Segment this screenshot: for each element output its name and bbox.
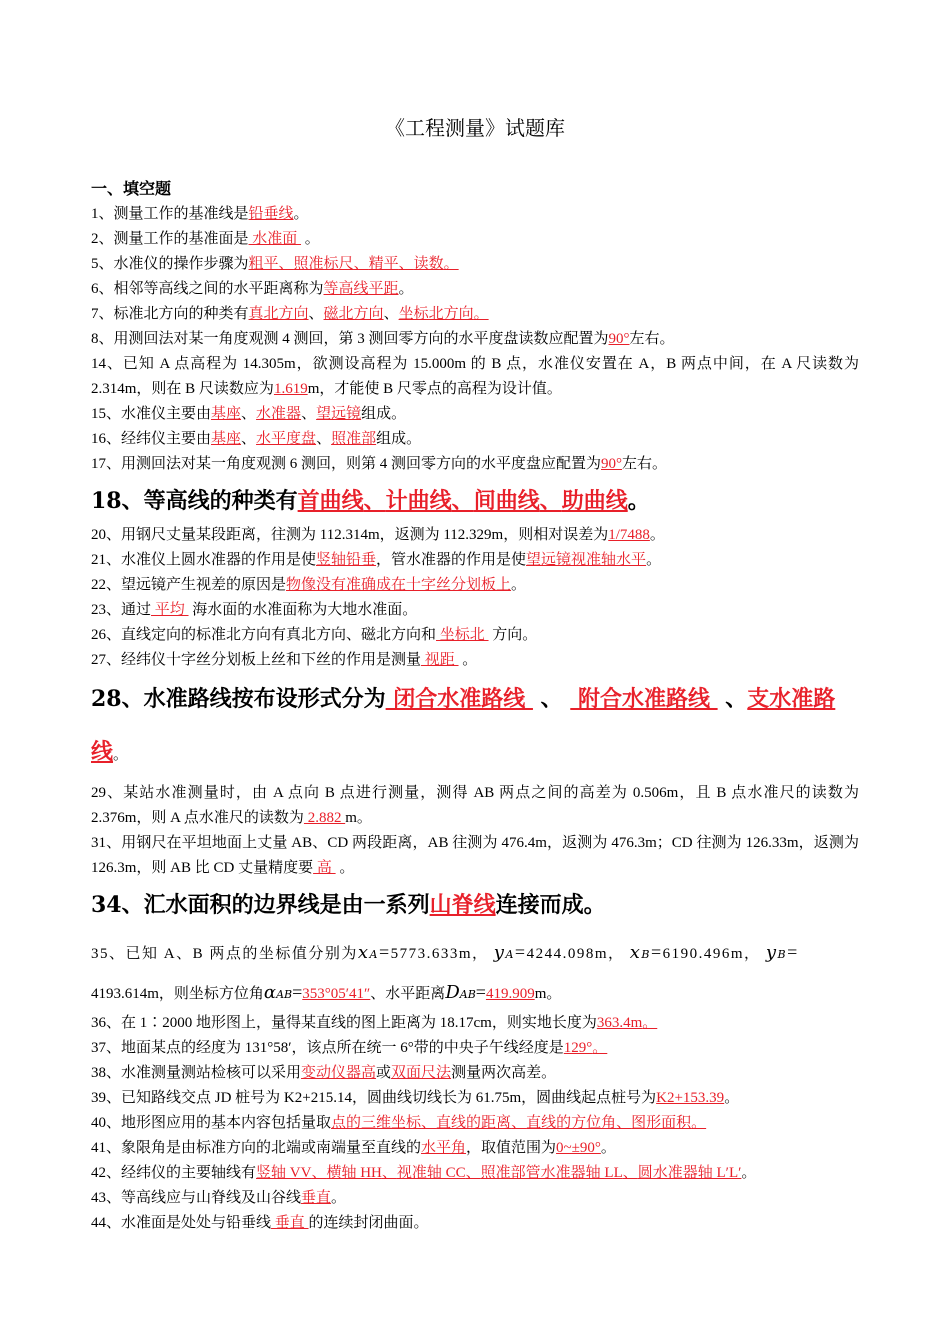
question-34: 34、汇水面积的边界线是由一系列山脊线连接而成。: [91, 892, 606, 918]
answer: 等高线平距: [323, 281, 399, 297]
answer: 129°: [563, 1040, 593, 1056]
question-23: 23、通过 平均 海水面的水准面称为大地水准面。: [91, 602, 418, 618]
question-21: 21、水准仪上圆水准器的作用是使竖轴铅垂，管水准器的作用是使望远镜视准轴水平。: [91, 552, 662, 568]
question-20: 20、用钢尺丈量某段距离，往测为 112.314m，返测为 112.329m，则相对误差为1/7488。: [91, 527, 665, 543]
question-28: 28、水准路线按布设形式分为 闭合水准路线 、 附合水准路线 、支水准路线。: [91, 686, 836, 765]
question-18: 18、等高线的种类有首曲线、计曲线、间曲线、助曲线。: [91, 488, 650, 514]
question-2: 2、测量工作的基准面是 水准面 。: [91, 231, 320, 247]
question-35-cont: 4193.614m，则坐标方位角αAB=353°05′41″、水平距离DAB=419.909m。: [91, 982, 562, 1003]
question-42: 42、经纬仪的主要轴线有竖轴 VV、横轴 HH、视准轴 CC、照准部管水准器轴 LL、圆水准器轴 L′L′。: [91, 1165, 757, 1181]
question-37: 37、地面某点的经度为 131°58′，该点所在统一 6°带的中央子午线经度是129°。: [91, 1040, 608, 1056]
answer: 90°: [608, 331, 630, 347]
question-16: 16、经纬仪主要由基座、水平度盘、照准部组成。: [91, 431, 422, 447]
question-39: 39、已知路线交点 JD 桩号为 K2+215.14，圆曲线切线长为 61.75m，圆曲线起点桩号为K2+153.39。: [91, 1090, 740, 1106]
question-15: 15、水准仪主要由基座、水准器、望远镜组成。: [91, 406, 407, 422]
page-title: 《工程测量》试题库: [385, 116, 565, 140]
question-44: 44、水准面是处处与铅垂线 垂直 的连续封闭曲面。: [91, 1215, 429, 1231]
question-29: 29、某站水准测量时，由 A 点向 B 点进行测量，测得 AB 两点之间的高差为 0.506m，且 B 点水准尺的读数为 2.376m，则 A 点水准尺的读数为 2.882 m。: [91, 785, 859, 826]
answer: 坐标北: [436, 627, 489, 643]
question-17: 17、用测回法对某一角度观测 6 测回，则第 4 测回零方向的水平度盘应配置为90°左右。: [91, 456, 668, 472]
answer: K2+153.39: [656, 1090, 725, 1106]
answer: 山脊线: [429, 892, 496, 918]
question-31: 31、用钢尺在平坦地面上丈量 AB、CD 两段距离，AB 往测为 476.4m，返测为 476.3m；CD 往测为 126.33m，返测为 126.3m，则 AB 比 CD 丈量精度要 高 。: [91, 835, 859, 876]
answer: 垂直: [301, 1190, 332, 1206]
answer: 视距: [421, 652, 459, 668]
question-6: 6、相邻等高线之间的水平距离称为等高线平距。: [91, 281, 414, 297]
answer: 1/7488: [608, 527, 650, 543]
answer: 419.909: [485, 986, 535, 1002]
question-8: 8、用测回法对某一角度观测 4 测回，第 3 测回零方向的水平度盘读数应配置为90°左右。: [91, 331, 675, 347]
question-43: 43、等高线应与山脊线及山谷线垂直。: [91, 1190, 347, 1206]
answer: 物像没有准确成在十字丝分划板上: [286, 577, 512, 593]
answer: 高: [313, 860, 336, 876]
question-36: 36、在 1∶2000 地形图上，量得某直线的图上距离为 18.17cm，则实地长度为363.4m。: [91, 1015, 658, 1031]
answer: 平均: [151, 602, 189, 618]
question-5: 5、水准仪的操作步骤为粗平、照准标尺、精平、读数。: [91, 256, 459, 272]
question-38: 38、水准测量测站检核可以采用变动仪器高或双面尺法测量两次高差。: [91, 1065, 557, 1081]
answer: 353°05′41″: [302, 986, 371, 1002]
question-40: 40、地形图应用的基本内容包括量取点的三维坐标、直线的距离、直线的方位角、图形面积。: [91, 1115, 707, 1131]
answer: 垂直: [271, 1215, 309, 1231]
question-35: 35、已知 A、B 两点的坐标值分别为xA=5773.633m， yA=4244.098m， xB=6190.496m， yB=: [91, 942, 799, 963]
answer: 铅垂线: [248, 206, 294, 222]
question-list: [91, 176, 859, 1236]
answer: 363.4m: [596, 1015, 643, 1031]
answer: 水准面: [248, 231, 302, 247]
answer: 90°: [601, 456, 623, 472]
question-7: 7、标准北方向的种类有真北方向、磁北方向、坐标北方向。: [91, 306, 489, 322]
answer: 1.619: [273, 381, 308, 397]
answer: 2.882: [303, 810, 346, 826]
question-22: 22、望远镜产生视差的原因是物像没有准确成在十字丝分划板上。: [91, 577, 527, 593]
section-heading: 一、填空题: [91, 179, 172, 198]
question-26: 26、直线定向的标准北方向有真北方向、磁北方向和 坐标北 方向。: [91, 627, 538, 643]
question-27: 27、经纬仪十字丝分划板上丝和下丝的作用是测量 视距 。: [91, 652, 478, 668]
question-1: 1、测量工作的基准线是铅垂线。: [91, 206, 309, 222]
question-41: 41、象限角是由标准方向的北端或南端量至直线的水平角，取值范围为0~±90°。: [91, 1140, 616, 1156]
question-14: 14、已知 A 点高程为 14.305m，欲测设高程为 15.000m 的 B 点，水准仪安置在 A，B 两点中间，在 A 尺读数为 2.314m，则在 B 尺读数应为1.619m，才能使 B 尺零点的高程为设计值。: [91, 356, 859, 397]
